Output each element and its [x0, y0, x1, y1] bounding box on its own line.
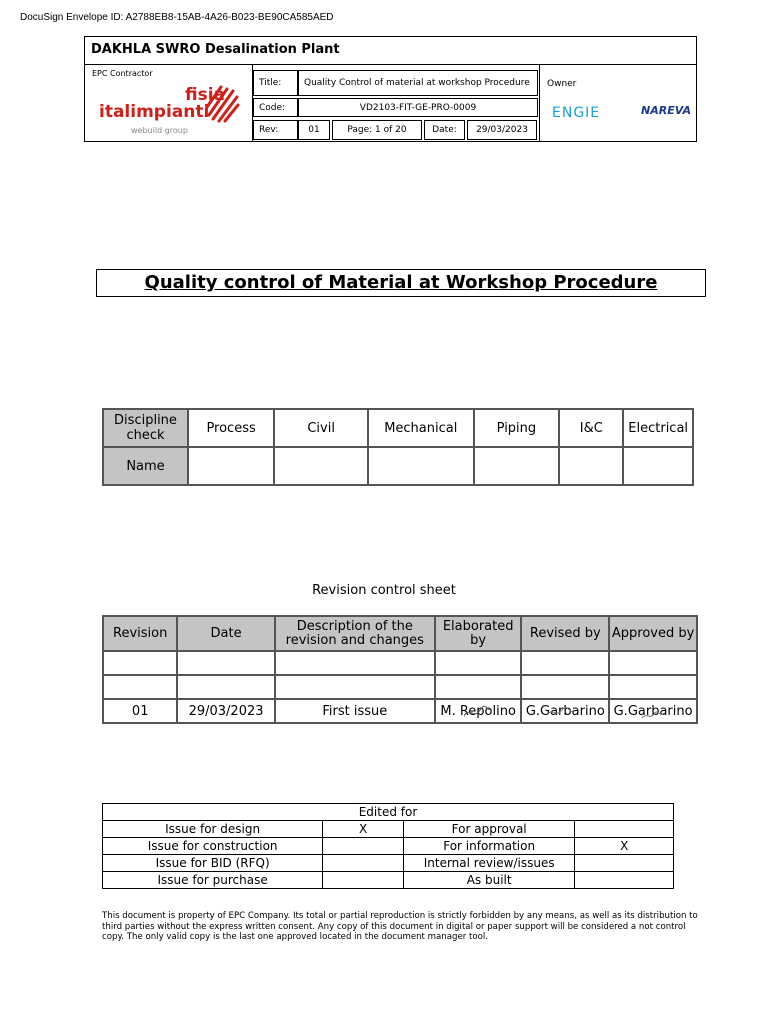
- fisia-logo-icon: [203, 81, 241, 123]
- discipline-column: Piping: [474, 409, 560, 447]
- table-cell: [323, 872, 404, 889]
- table-cell: [575, 821, 674, 838]
- table-cell: Issue for BID (RFQ): [103, 855, 323, 872]
- name-cell: [368, 447, 473, 485]
- table-cell: Issue for design: [103, 821, 323, 838]
- docusign-envelope-id: DocuSign Envelope ID: A2788EB8-15AB-4A26-B023-BE90CA585AED: [20, 12, 334, 23]
- signature-icon: [462, 704, 492, 722]
- revision-header: Revision: [103, 616, 177, 651]
- table-cell: 29/03/2023: [177, 699, 274, 723]
- document-title: Quality control of Material at Workshop Procedure: [96, 269, 706, 297]
- discipline-column: Electrical: [623, 409, 693, 447]
- table-cell: For information: [403, 838, 575, 855]
- name-cell: [559, 447, 623, 485]
- table-cell: For approval: [403, 821, 575, 838]
- table-cell: [521, 651, 609, 675]
- revision-header: Description of the revision and changes: [275, 616, 435, 651]
- table-cell: X: [323, 821, 404, 838]
- name-cell: [274, 447, 368, 485]
- revision-header: Elaborated by: [435, 616, 522, 651]
- table-cell: 01: [103, 699, 177, 723]
- discipline-column: Mechanical: [368, 409, 473, 447]
- rev-label: Rev:: [253, 120, 298, 140]
- nareva-logo: NAREVA: [641, 104, 691, 117]
- table-cell: [435, 675, 522, 699]
- title-value: Quality Control of material at workshop Procedure: [298, 70, 538, 96]
- table-row: [103, 821, 674, 838]
- italimpianti-logo-text: italimpianti: [99, 102, 210, 122]
- owner-box: [539, 65, 696, 141]
- date-label: Date:: [424, 120, 465, 140]
- discipline-check-table: [102, 408, 694, 486]
- table-cell: [575, 855, 674, 872]
- engie-logo: ENGIE: [552, 105, 601, 121]
- table-row: [103, 699, 697, 723]
- table-cell: [521, 675, 609, 699]
- table-cell: Issue for construction: [103, 838, 323, 855]
- code-label: Code:: [253, 98, 298, 117]
- name-cell: [474, 447, 560, 485]
- table-row: [103, 855, 674, 872]
- project-title: DAKHLA SWRO Desalination Plant: [85, 37, 696, 65]
- table-cell: [177, 675, 274, 699]
- webuild-logo-text: webuild group: [131, 126, 188, 135]
- table-cell: As built: [403, 872, 575, 889]
- code-value: VD2103-FIT-GE-PRO-0009: [298, 98, 538, 117]
- table-cell: G.Garbarino: [521, 699, 609, 723]
- table-cell: [103, 651, 177, 675]
- table-row: [103, 872, 674, 889]
- contractor-box: [85, 65, 253, 141]
- signature-icon: [546, 704, 576, 720]
- page-number: Page: 1 of 20: [332, 120, 422, 140]
- table-cell: [323, 855, 404, 872]
- revision-header: Approved by: [609, 616, 697, 651]
- title-label: Title:: [253, 70, 298, 96]
- rev-value: 01: [298, 120, 330, 140]
- document-header: [84, 36, 697, 142]
- name-label: Name: [103, 447, 188, 485]
- revision-header: Revised by: [521, 616, 609, 651]
- fisia-logo-text: fisia: [185, 85, 226, 105]
- discipline-column: Process: [188, 409, 274, 447]
- discipline-column: I&C: [559, 409, 623, 447]
- table-cell: [609, 675, 697, 699]
- table-cell: [323, 838, 404, 855]
- table-cell: [275, 675, 435, 699]
- revision-table: [102, 615, 698, 724]
- table-cell: [103, 675, 177, 699]
- table-cell: [177, 651, 274, 675]
- table-cell: [609, 651, 697, 675]
- table-cell: Internal review/issues: [403, 855, 575, 872]
- discipline-check-label: Discipline check: [103, 409, 188, 447]
- discipline-column: Civil: [274, 409, 368, 447]
- disclaimer-text: This document is property of EPC Company. Its total or partial reproduction is strictly forbidden by any means, as well as its distribution to third parties without the express written consent. Any copy of this document in digital or paper support will be considered a not control copy. The only valid copy is the last one approved located in the document manager tool.: [102, 911, 698, 942]
- table-row: [103, 651, 697, 675]
- date-value: 29/03/2023: [467, 120, 537, 140]
- name-cell: [623, 447, 693, 485]
- signature-icon: [640, 708, 666, 722]
- table-row: [103, 675, 697, 699]
- owner-label: Owner: [547, 79, 577, 89]
- revision-header: Date: [177, 616, 274, 651]
- table-cell: Issue for purchase: [103, 872, 323, 889]
- table-cell: G.Garbarino: [609, 699, 697, 723]
- table-cell: First issue: [275, 699, 435, 723]
- table-cell: [275, 651, 435, 675]
- contractor-label: EPC Contractor: [92, 69, 153, 78]
- edited-for-table: [102, 803, 674, 889]
- table-cell: [435, 651, 522, 675]
- table-cell: M. Repolino: [435, 699, 522, 723]
- name-cell: [188, 447, 274, 485]
- table-cell: [575, 872, 674, 889]
- table-row: [103, 838, 674, 855]
- table-cell: X: [575, 838, 674, 855]
- revision-caption: Revision control sheet: [312, 583, 456, 598]
- edited-for-title: Edited for: [103, 804, 674, 821]
